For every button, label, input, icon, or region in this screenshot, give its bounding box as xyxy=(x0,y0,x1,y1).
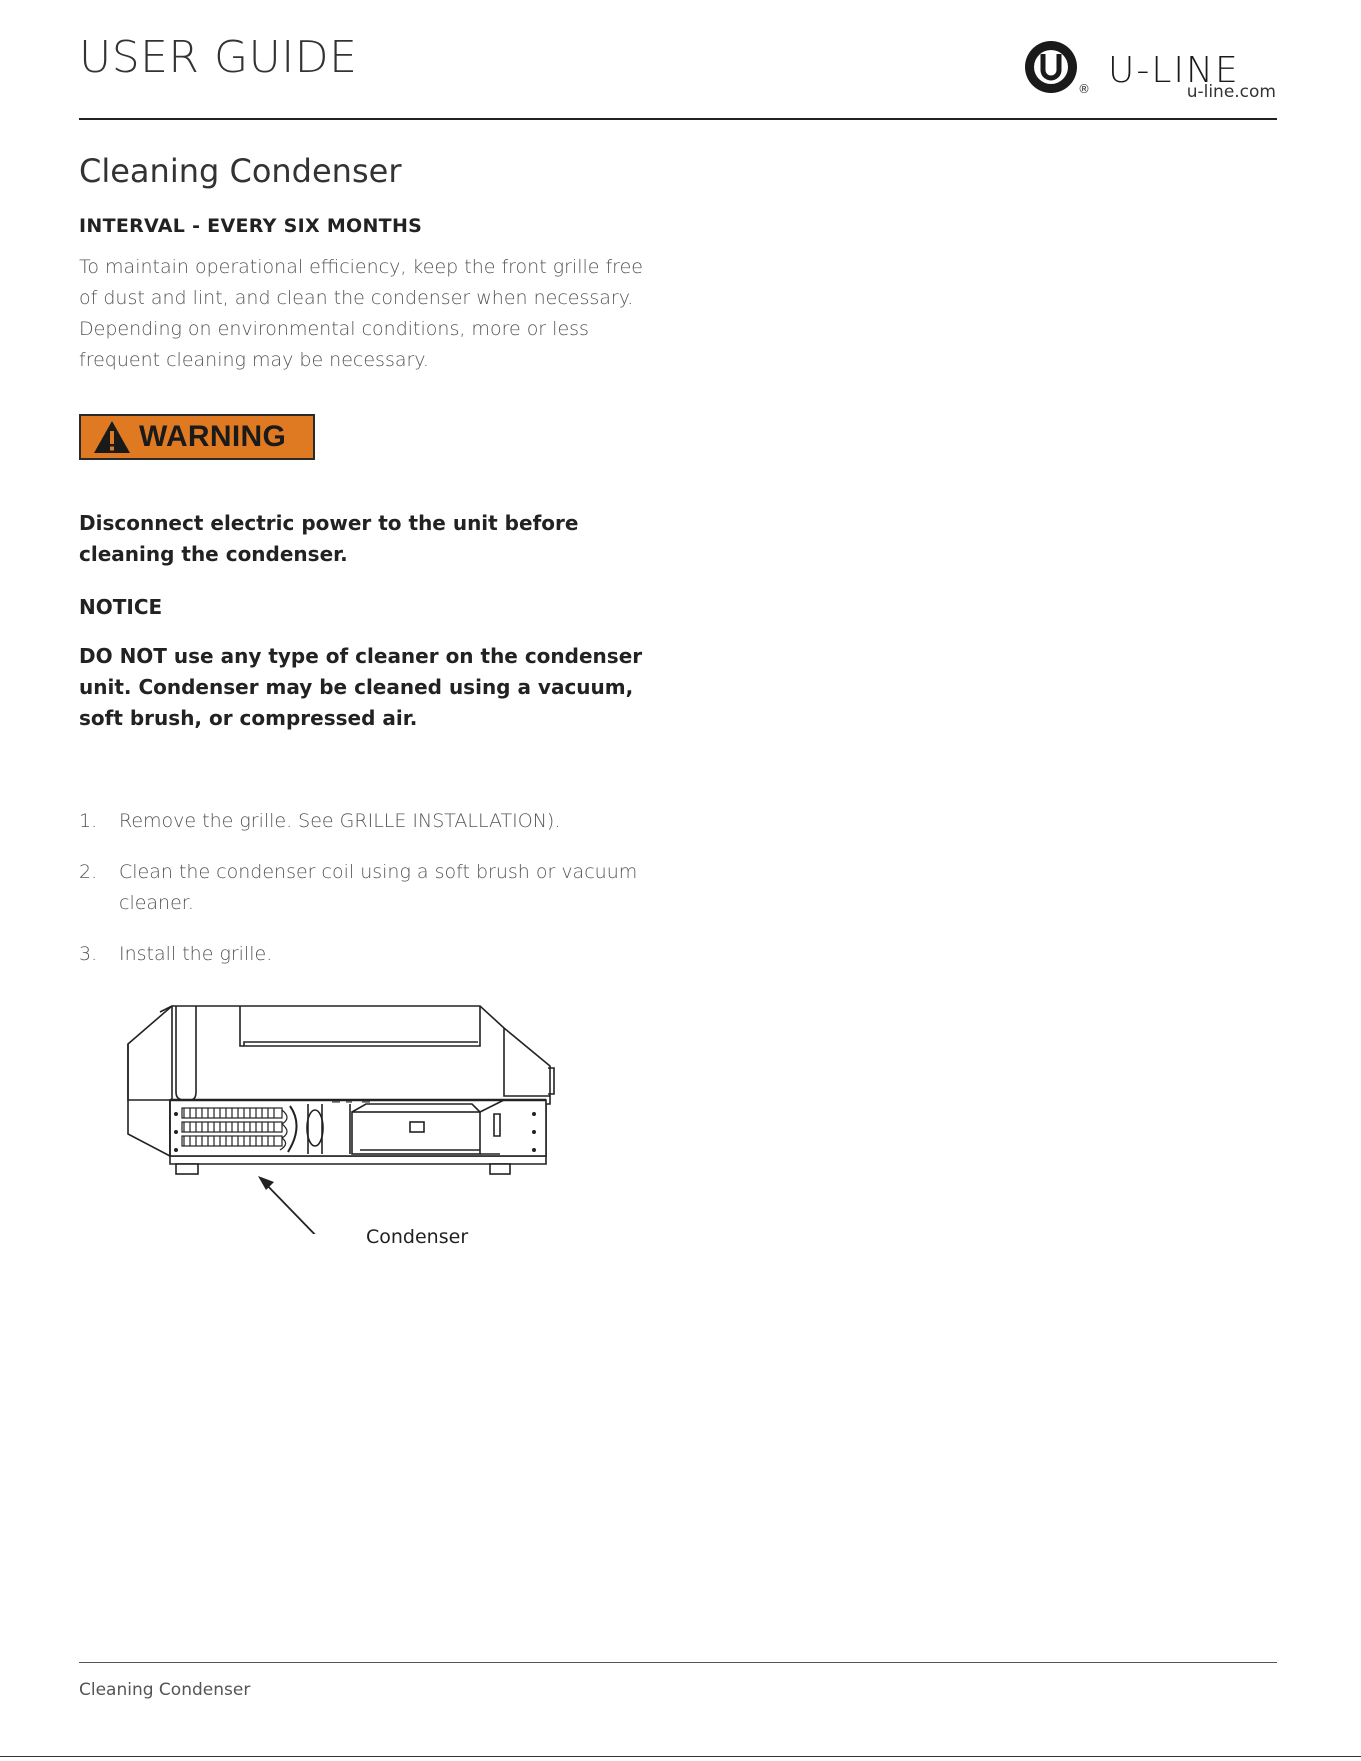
step-text: Install the grille. xyxy=(119,943,273,965)
condenser-callout-label: Condenser xyxy=(366,1226,469,1248)
footer-divider xyxy=(79,1662,1277,1663)
page-edge-line xyxy=(0,1756,1361,1757)
condenser-illustration xyxy=(120,1004,560,1234)
list-item xyxy=(79,939,679,970)
warning-line: cleaning the condenser. xyxy=(79,542,348,566)
notice-label: NOTICE xyxy=(79,595,163,619)
brand-name: U-LINE xyxy=(1108,50,1240,91)
intro-line: of dust and lint, and clean the condenser when necessary. xyxy=(79,287,634,309)
registered-mark: ® xyxy=(1078,82,1090,96)
intro-line: Depending on environmental conditions, more or less xyxy=(79,318,589,340)
warning-text xyxy=(79,508,679,570)
website-url: u-line.com xyxy=(1186,82,1276,102)
notice-line: unit. Condenser may be cleaned using a vacuum, xyxy=(79,675,634,699)
section-title: Cleaning Condenser xyxy=(79,152,402,190)
warning-line: Disconnect electric power to the unit before xyxy=(79,511,579,535)
step-number: 3. xyxy=(79,943,98,965)
step-number: 2. xyxy=(79,861,98,883)
step-number: 1. xyxy=(79,810,98,832)
step-text-line: Clean the condenser coil using a soft brush or vacuum xyxy=(119,861,638,883)
document-title: USER GUIDE xyxy=(79,32,358,83)
interval-heading: INTERVAL - EVERY SIX MONTHS xyxy=(79,215,423,237)
step-text xyxy=(119,857,637,919)
notice-text xyxy=(79,641,679,734)
list-item xyxy=(79,857,679,919)
warning-triangle-icon xyxy=(93,420,131,454)
warning-banner xyxy=(79,414,315,460)
header-divider xyxy=(79,118,1277,120)
intro-line: To maintain operational efficiency, keep the front grille free xyxy=(79,256,643,278)
notice-line: soft brush, or compressed air. xyxy=(79,706,418,730)
steps-list xyxy=(79,806,679,990)
step-text: Remove the grille. See GRILLE INSTALLATION). xyxy=(119,810,561,832)
notice-line: DO NOT use any type of cleaner on the condenser xyxy=(79,644,643,668)
footer-text: Cleaning Condenser xyxy=(79,1680,251,1700)
step-text-line: cleaner. xyxy=(119,892,194,914)
intro-paragraph xyxy=(79,252,659,376)
list-item xyxy=(79,806,679,837)
warning-label: WARNING xyxy=(139,420,287,453)
intro-line: frequent cleaning may be necessary. xyxy=(79,349,429,371)
